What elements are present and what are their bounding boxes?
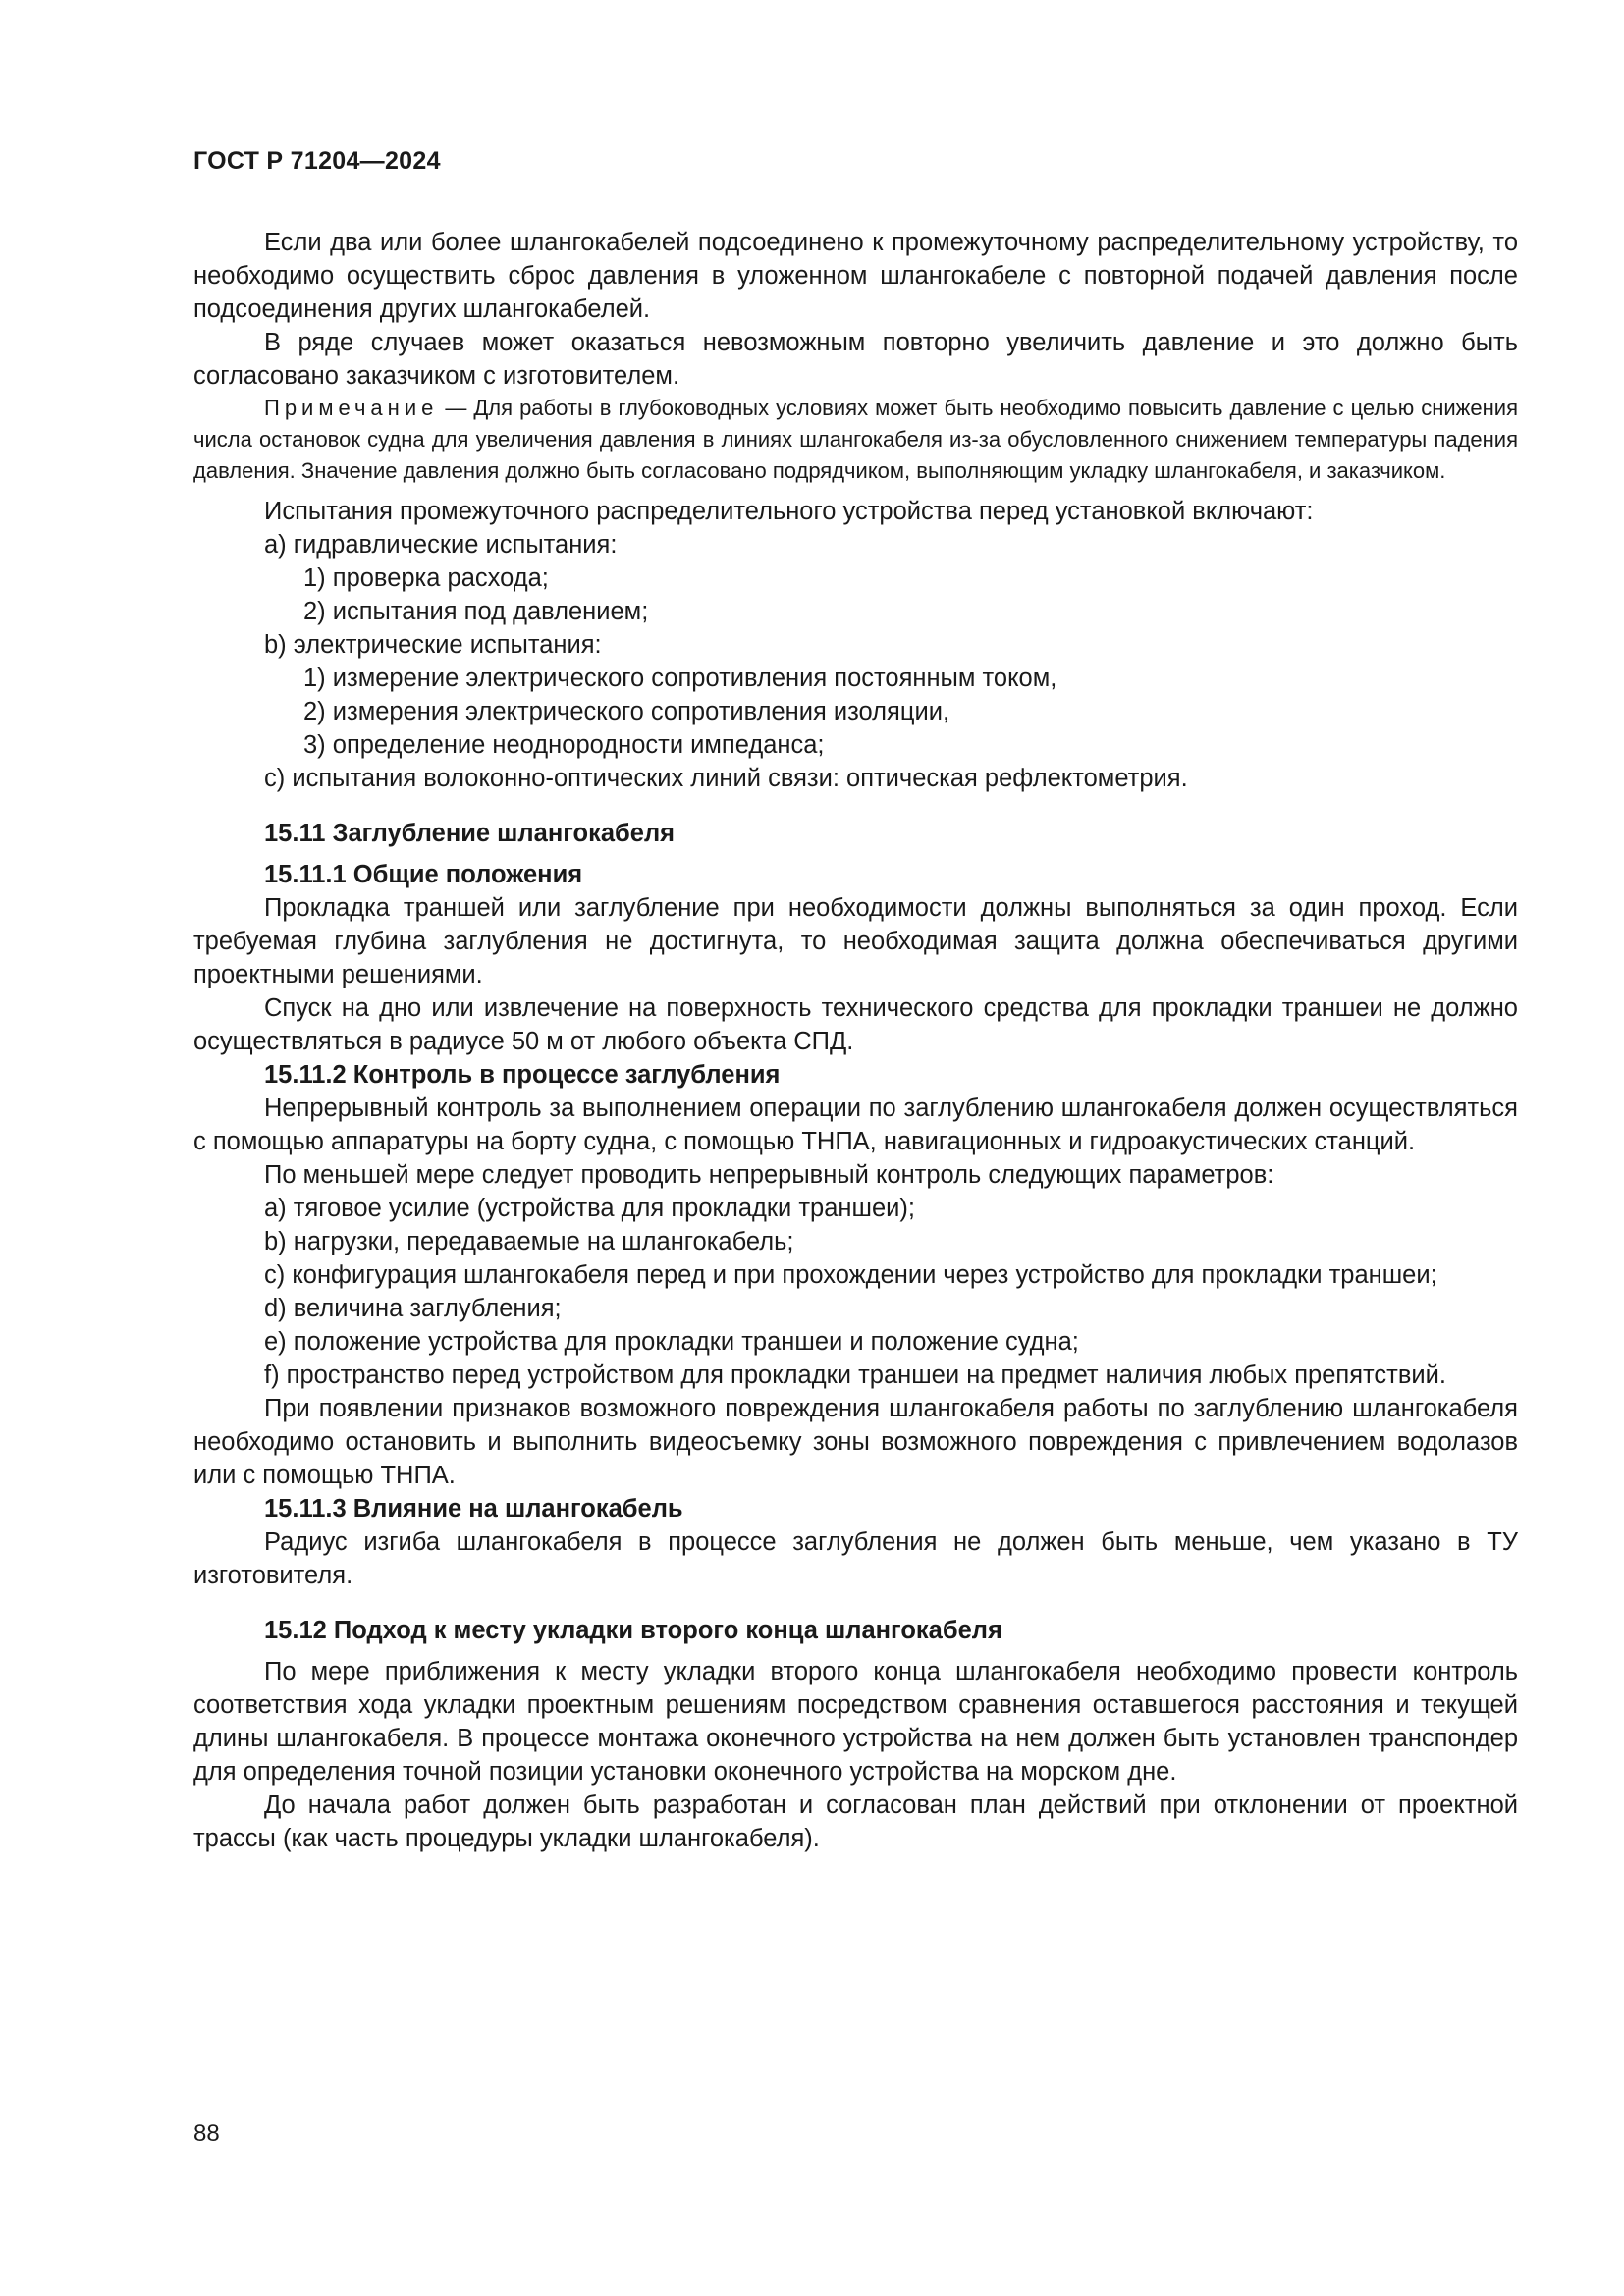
paragraph: По меньшей мере следует проводить непрерывный контроль следующих параметров: [264,1161,1274,1189]
page-number: 88 [193,2120,220,2147]
list-subitem: 1) проверка расхода; [303,564,549,592]
paragraph: По мере приближения к месту укладки второго конца шлангокабеля необходимо провести контроль соответствия хода укладки проектным решениям посредством сравнения оставшегося расстояния и текущей длины шлангокабеля. В процессе монтажа оконечного устройства на нем должен быть установлен транспондер для определения точной позиции установки оконечного устройства на морском дне. [193,1658,1518,1786]
list-subitem: 2) испытания под давлением; [303,598,649,625]
paragraph: Испытания промежуточного распределительного устройства перед установкой включают: [264,498,1314,525]
paragraph: При появлении признаков возможного повреждения шлангокабеля работы по заглублению шлангокабеля необходимо остановить и выполнить видеосъемку зоны возможного повреждения с привлечением водолазов или с помощью ТНПА. [193,1395,1518,1489]
list-item: d) величина заглубления; [264,1295,562,1322]
paragraph: Спуск на дно или извлечение на поверхность технического средства для прокладки траншеи не должно осуществляться в радиусе 50 м от любого объекта СПД. [193,994,1518,1055]
section-heading: 15.12 Подход к месту укладки второго конца шлангокабеля [264,1617,1002,1644]
page-body [193,226,1518,1855]
list-item: с) испытания волоконно-оптических линий связи: оптическая рефлектометрия. [264,765,1188,792]
list-item: b) нагрузки, передаваемые на шлангокабель; [264,1228,794,1255]
list-item: b) электрические испытания: [264,631,602,659]
list-item: а) тяговое усилие (устройства для прокладки траншеи); [264,1195,915,1222]
subsection-heading: 15.11.3 Влияние на шлангокабель [264,1495,683,1522]
paragraph: Прокладка траншей или заглубление при необходимости должны выполняться за один проход. Если требуемая глубина заглубления не достигнута, то необходимая защита должна обеспечиваться другими проектными решениями. [193,894,1518,988]
list-item: с) конфигурация шлангокабеля перед и при прохождении через устройство для прокладки траншеи; [264,1261,1437,1289]
list-item: е) положение устройства для прокладки траншеи и положение судна; [264,1328,1079,1356]
paragraph: Если два или более шлангокабелей подсоединено к промежуточному распределительному устройству, то необходимо осуществить сброс давления в уложенном шлангокабеле с повторной подачей давления после подсоединения других шлангокабелей. [193,229,1518,323]
section-heading: 15.11 Заглубление шлангокабеля [264,820,676,847]
list-subitem: 2) измерения электрического сопротивления изоляции, [303,698,950,725]
list-item: f) пространство перед устройством для прокладки траншеи на предмет наличия любых препятствий. [264,1362,1446,1389]
note [193,393,1518,487]
subsection-heading: 15.11.2 Контроль в процессе заглубления [264,1061,781,1089]
list-subitem: 1) измерение электрического сопротивления постоянным током, [303,665,1057,692]
list-subitem: 3) определение неоднородности импеданса; [303,731,825,759]
paragraph: Непрерывный контроль за выполнением операции по заглублению шлангокабеля должен осуществляться с помощью аппаратуры на борту судна, с помощью ТНПА, навигационных и гидроакустических станций. [193,1095,1518,1155]
paragraph: Радиус изгиба шлангокабеля в процессе заглубления не должен быть меньше, чем указано в ТУ изготовителя. [193,1528,1518,1589]
subsection-heading: 15.11.1 Общие положения [264,861,583,888]
note-text: — Для работы в глубоководных условиях может быть необходимо повысить давление с целью снижения числа остановок судна для увеличения давления в линиях шлангокабеля из-за обусловленного снижением температуры падения давления. Значение давления должно быть согласовано подрядчиком, выполняющим укладку шлангокабеля, и заказчиком. [193,396,1518,483]
document-header: ГОСТ Р 71204—2024 [193,147,441,175]
paragraph: До начала работ должен быть разработан и согласован план действий при отклонении от проектной трассы (как часть процедуры укладки шлангокабеля). [193,1791,1518,1852]
paragraph: В ряде случаев может оказаться невозможным повторно увеличить давление и это должно быть согласовано заказчиком с изготовителем. [193,329,1518,390]
list-item: а) гидравлические испытания: [264,531,618,559]
note-label: Примечание [264,396,439,420]
